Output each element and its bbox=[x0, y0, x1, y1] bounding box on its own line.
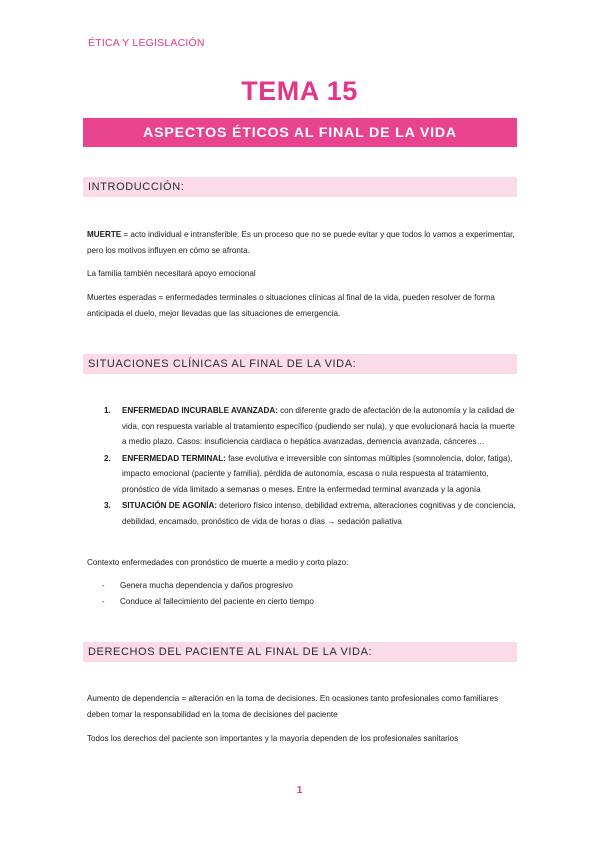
list-text: Conduce al fallecimiento del paciente en cierto tiempo bbox=[120, 596, 314, 606]
paragraph-dependencia: Aumento de dependencia = alteración en la toma de decisiones. En ocasiones tanto profesionales como familiares deben tomar la responsabilidad en la toma de decisiones del paciente bbox=[87, 694, 499, 719]
running-header: ÉTICA Y LEGISLACIÓN bbox=[88, 37, 205, 49]
section-heading-introduccion: INTRODUCCIÓN: bbox=[83, 177, 517, 197]
list-text: deterioro físico intenso, debilidad extrema, alteraciones cognitivas y de conciencia, debilidad, encamado, pronóstico de vida de horas o días → sedación paliativa bbox=[122, 501, 516, 526]
list-term: ENFERMEDAD INCURABLE AVANZADA: bbox=[122, 406, 278, 415]
title-banner: ASPECTOS ÉTICOS AL FINAL DE LA VIDA bbox=[83, 118, 517, 147]
list-item bbox=[100, 498, 517, 529]
list-item bbox=[100, 594, 517, 610]
dash-bullet: - bbox=[102, 596, 105, 606]
section-heading-derechos-paciente: DERECHOS DEL PACIENTE AL FINAL DE LA VIDA: bbox=[83, 642, 517, 662]
paragraph-familia: La familia también necesitará apoyo emocional bbox=[87, 269, 256, 278]
paragraph-muertes-esperadas: Muertes esperadas = enfermedades terminales o situaciones clínicas al final de la vida, pueden resolver de forma anticipada el duelo, mejor llevadas que las situaciones de emergencia. bbox=[87, 293, 495, 318]
paragraph-muerte bbox=[87, 227, 517, 258]
dash-list bbox=[100, 578, 517, 609]
numbered-list bbox=[100, 403, 517, 530]
list-item bbox=[100, 451, 517, 498]
dash-bullet: - bbox=[102, 581, 105, 590]
page-number: 1 bbox=[296, 785, 303, 796]
definition-muerte: = acto individual e intransferible. Es un proceso que no se puede evitar y que todos lo vamos a experimentar, pero los motivos influyen en cómo se afronta. bbox=[87, 230, 515, 255]
list-term: ENFERMEDAD TERMINAL: bbox=[122, 453, 226, 463]
list-number: 2. bbox=[104, 453, 111, 463]
list-text: Genera mucha dependencia y daños progresivo bbox=[120, 581, 293, 590]
section-heading-situaciones-clinicas: SITUACIONES CLÍNICAS AL FINAL DE LA VIDA: bbox=[83, 354, 517, 374]
list-text: fase evolutiva e irreversible con síntomas múltiples (somnolencia, dolor, fatiga), impacto emocional (paciente y familia), pérdida de autonomía, escasa o nula respuesta al tratamiento, pronóstico de vida limitado a semanas o meses. Entre la enfermedad terminal avanzada y la agonía bbox=[122, 453, 513, 494]
page-title: TEMA 15 bbox=[241, 76, 358, 106]
term-muerte: MUERTE bbox=[87, 230, 122, 239]
list-term: SITUACIÓN DE AGONÍA: bbox=[122, 501, 218, 510]
list-number: 3. bbox=[104, 501, 111, 510]
list-number: 1. bbox=[104, 406, 111, 415]
list-item bbox=[100, 403, 517, 450]
paragraph-derechos: Todos los derechos del paciente son importantes y la mayoría dependen de los profesionales sanitarios bbox=[87, 734, 459, 743]
list-text: con diferente grado de afectación de la autonomía y la calidad de vida, con respuesta variable al tratamiento específico (pudiendo ser nula), y que evolucionará hacia la muerte a medio plazo. Casos: insuficiencia cardiaca o hepática avanzadas, demencia avanzada, cánceres… bbox=[122, 406, 515, 446]
paragraph-contexto: Contexto enfermedades con pronóstico de muerte a medio y corto plazo: bbox=[87, 558, 349, 567]
list-item bbox=[100, 578, 517, 594]
